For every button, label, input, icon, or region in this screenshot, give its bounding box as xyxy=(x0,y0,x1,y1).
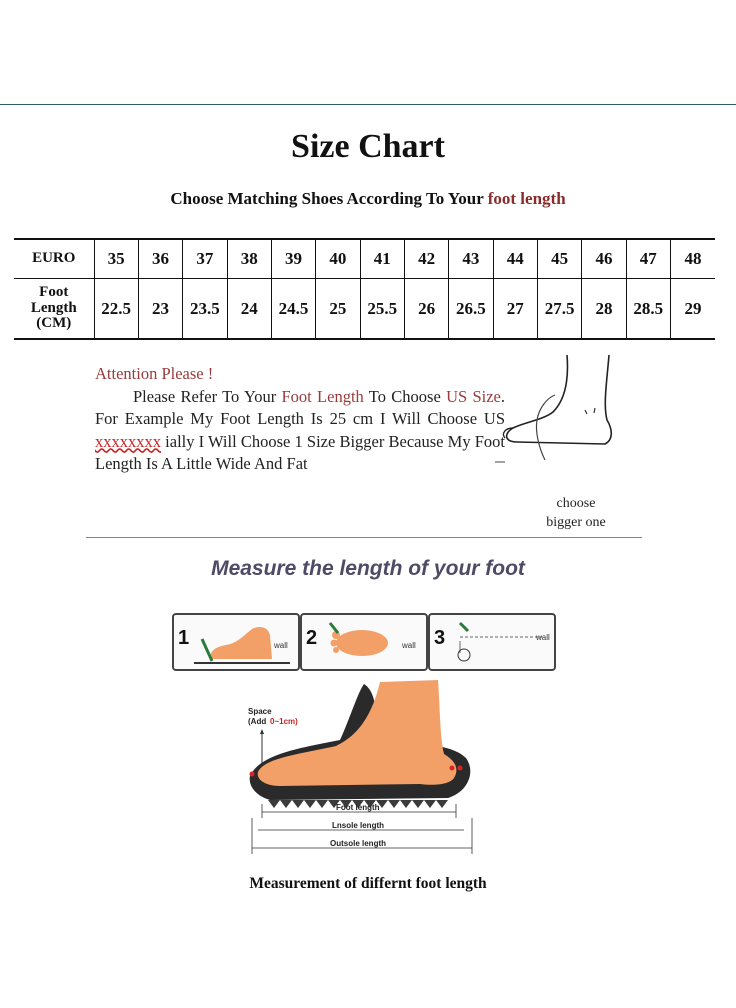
measure-line-icon xyxy=(450,619,546,665)
step-2-box: 2 wall xyxy=(300,613,428,671)
euro-size-cell: 45 xyxy=(537,239,581,279)
euro-label: EURO xyxy=(14,239,94,279)
euro-size-cell: 36 xyxy=(138,239,182,279)
section-divider xyxy=(86,537,642,538)
euro-size-cell: 48 xyxy=(670,239,715,279)
foot-length-row xyxy=(14,279,715,340)
choose-bigger-note: choose bigger one xyxy=(546,496,606,530)
foot-length-cell: 24 xyxy=(227,279,271,340)
euro-size-cell: 35 xyxy=(94,239,138,279)
foot-length-label: Foot length xyxy=(336,803,380,812)
outsole-length-label: Outsole length xyxy=(330,839,386,848)
foot-length-cell: 26.5 xyxy=(449,279,493,340)
step-1-number: 1 xyxy=(178,627,190,649)
space-range: 0~1cm) xyxy=(270,717,298,726)
page-title: Size Chart xyxy=(291,128,445,165)
foot-length-cell: 29 xyxy=(670,279,715,340)
page-subtitle: Choose Matching Shoes According To Your foot length xyxy=(170,189,566,208)
diagram-caption: Measurement of differnt foot length xyxy=(249,875,487,892)
shoe-measurement-diagram xyxy=(240,668,490,864)
step-1-box: 1 wall xyxy=(172,613,300,671)
top-divider xyxy=(0,104,736,105)
euro-size-cell: 37 xyxy=(183,239,227,279)
struck-text: xxxxxxxx xyxy=(95,431,161,451)
euro-row xyxy=(14,239,715,279)
euro-size-cell: 46 xyxy=(582,239,626,279)
insole-length-label: Lnsole length xyxy=(332,821,384,830)
euro-size-cell: 40 xyxy=(316,239,360,279)
step-2-number: 2 xyxy=(306,627,318,649)
euro-size-cell: 43 xyxy=(449,239,493,279)
foot-length-cell: 24.5 xyxy=(271,279,315,340)
euro-size-cell: 47 xyxy=(626,239,670,279)
subtitle-accent: foot length xyxy=(487,189,566,208)
euro-size-cell: 42 xyxy=(404,239,448,279)
step-3-box: 3 wall xyxy=(428,613,556,671)
foot-length-cell: 25 xyxy=(316,279,360,340)
foot-length-cell: 22.5 xyxy=(94,279,138,340)
svg-text:(Add: (Add xyxy=(248,717,267,726)
foot-sketch-icon xyxy=(495,350,625,470)
foot-length-cell: 23.5 xyxy=(183,279,227,340)
foot-length-label: Foot Length (CM) xyxy=(30,283,77,332)
foot-length-cell: 28 xyxy=(582,279,626,340)
foot-top-view-icon xyxy=(324,619,400,665)
euro-size-cell: 41 xyxy=(360,239,404,279)
foot-length-cell: 28.5 xyxy=(626,279,670,340)
foot-length-cell: 25.5 xyxy=(360,279,404,340)
foot-length-cell: 27 xyxy=(493,279,537,340)
attention-body: Please Refer To Your Foot Length To Choose US Size. For Example My Foot Length Is 25 cm I Will Choose US xxxxxxxx ially I Will Choose 1 Size Bigger Because My Foot Length Is A Little Wide And Fat xyxy=(95,386,505,473)
euro-size-cell: 38 xyxy=(227,239,271,279)
measure-heading: Measure the length of your foot xyxy=(211,557,525,580)
space-label: Space xyxy=(248,707,272,716)
foot-length-cell: 27.5 xyxy=(537,279,581,340)
step-3-number: 3 xyxy=(434,627,446,649)
euro-size-cell: 44 xyxy=(493,239,537,279)
euro-size-cell: 39 xyxy=(271,239,315,279)
size-table xyxy=(14,238,715,340)
foot-length-cell: 26 xyxy=(404,279,448,340)
attention-heading: Attention Please ! xyxy=(95,364,214,383)
attention-note xyxy=(95,363,505,476)
foot-length-cell: 23 xyxy=(138,279,182,340)
